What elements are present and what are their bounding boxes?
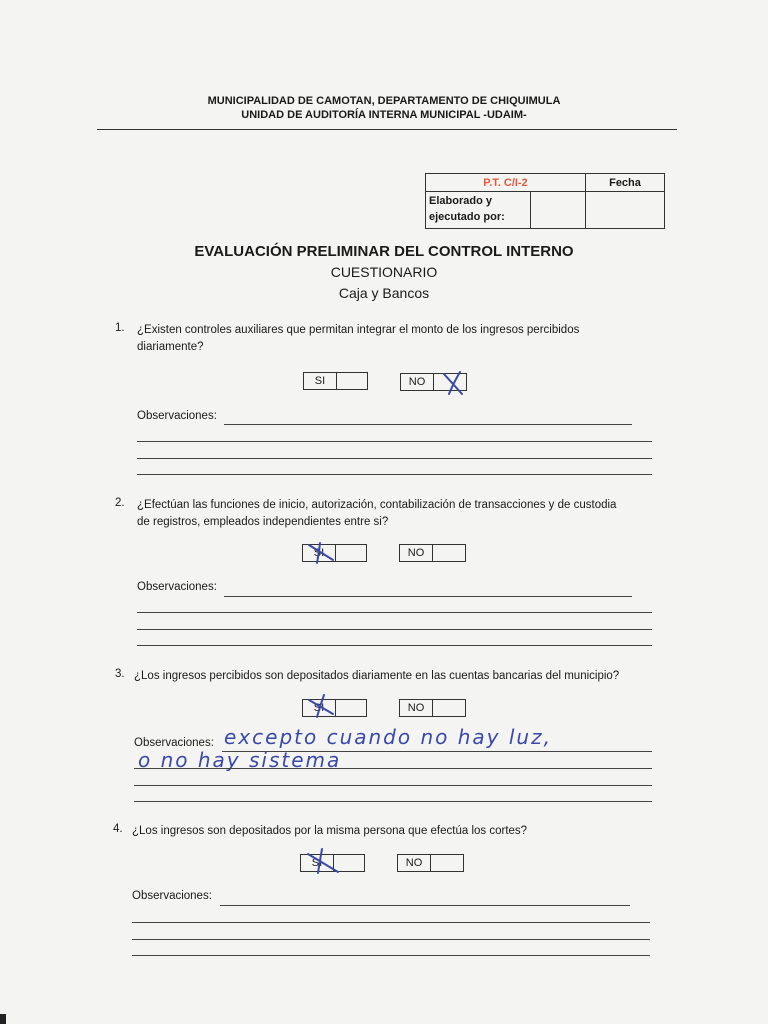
question-2-no-checkbox[interactable]	[399, 544, 466, 562]
header-rule	[97, 129, 677, 130]
document-subtitle-2: Caja y Bancos	[338, 285, 430, 301]
question-4-si-label: SI	[301, 855, 334, 871]
question-2-obs-line-1[interactable]	[224, 596, 632, 597]
question-3-obs-line-3[interactable]	[134, 785, 652, 786]
scan-edge-mark	[0, 1014, 6, 1024]
question-1-obs-label: Observaciones:	[137, 410, 217, 422]
question-2-text-line-2: de registros, empleados independientes entre si?	[137, 516, 389, 528]
question-1-obs-line-2[interactable]	[137, 441, 652, 442]
question-1-no-check-mark	[440, 368, 468, 396]
question-2-obs-line-2[interactable]	[137, 612, 652, 613]
elaborado-label	[426, 192, 531, 228]
question-4-obs-line-3[interactable]	[132, 939, 650, 940]
header-line-2: UNIDAD DE AUDITORÍA INTERNA MUNICIPAL -UDAIM-	[241, 109, 527, 121]
question-1-si-checkbox[interactable]	[303, 372, 368, 390]
fecha-label: Fecha	[586, 174, 664, 192]
document-title: EVALUACIÓN PRELIMINAR DEL CONTROL INTERNO	[194, 243, 574, 260]
document-subtitle-1: CUESTIONARIO	[330, 264, 438, 280]
pt-box	[425, 173, 665, 229]
question-1-no-label: NO	[401, 374, 434, 390]
question-4-text: ¿Los ingresos son depositados por la misma persona que efectúa los cortes?	[132, 825, 528, 837]
question-3-si-check-mark	[306, 692, 336, 720]
question-3-obs-line-2[interactable]	[134, 768, 652, 769]
elaborado-label-2: ejecutado por:	[429, 211, 505, 223]
question-4-number: 4.	[113, 823, 123, 835]
question-4-obs-label: Observaciones:	[132, 890, 212, 902]
question-2-no-label: NO	[400, 545, 433, 561]
question-2-si-label: SI	[303, 545, 336, 561]
question-1-text-line-1: ¿Existen controles auxiliares que permitan integrar el monto de los ingresos percibidos	[137, 324, 580, 336]
question-2-text-line-1: ¿Efectúan las funciones de inicio, autorización, contabilización de transacciones y de custodia	[137, 499, 617, 511]
question-2-text	[137, 497, 667, 531]
question-3-handwritten-1: excepto cuando no hay luz,	[224, 725, 552, 749]
question-2-number: 2.	[115, 497, 125, 509]
question-4-obs-line-2[interactable]	[132, 922, 650, 923]
question-2-si-check-mark	[306, 540, 336, 566]
question-3-si-label: SI	[303, 700, 336, 716]
question-3-no-checkbox[interactable]	[399, 699, 466, 717]
question-1-number: 1.	[115, 322, 125, 334]
header-line-1: MUNICIPALIDAD DE CAMOTAN, DEPARTAMENTO DE CHIQUIMULA	[207, 95, 561, 107]
question-4-si-check-mark	[306, 846, 340, 876]
question-1-si-label: SI	[304, 373, 337, 389]
question-1-text-line-2: diariamente?	[137, 341, 204, 353]
question-3-obs-line-4[interactable]	[134, 801, 652, 802]
question-3-handwritten-2: o no hay sistema	[138, 748, 342, 772]
question-4-obs-line-4[interactable]	[132, 955, 650, 956]
question-2-obs-line-3[interactable]	[137, 629, 652, 630]
question-4-obs-line-1[interactable]	[220, 905, 630, 906]
question-3-number: 3.	[115, 668, 125, 680]
question-1-text	[137, 322, 667, 356]
question-4-no-label: NO	[398, 855, 431, 871]
pt-code: P.T. C/I-2	[426, 174, 586, 192]
elaborado-label-1: Elaborado y	[429, 195, 492, 207]
question-4-no-checkbox[interactable]	[397, 854, 464, 872]
fecha-value-cell[interactable]	[586, 192, 664, 228]
question-3-no-label: NO	[400, 700, 433, 716]
question-3-obs-label: Observaciones:	[134, 737, 214, 749]
question-2-obs-label: Observaciones:	[137, 581, 217, 593]
question-2-obs-line-4[interactable]	[137, 645, 652, 646]
question-1-obs-line-4[interactable]	[137, 474, 652, 475]
elaborado-value-cell[interactable]	[531, 192, 586, 228]
question-3-text: ¿Los ingresos percibidos son depositados diariamente en las cuentas bancarias del municipio?	[134, 670, 620, 682]
question-1-obs-line-3[interactable]	[137, 458, 652, 459]
question-1-obs-line-1[interactable]	[224, 424, 632, 425]
